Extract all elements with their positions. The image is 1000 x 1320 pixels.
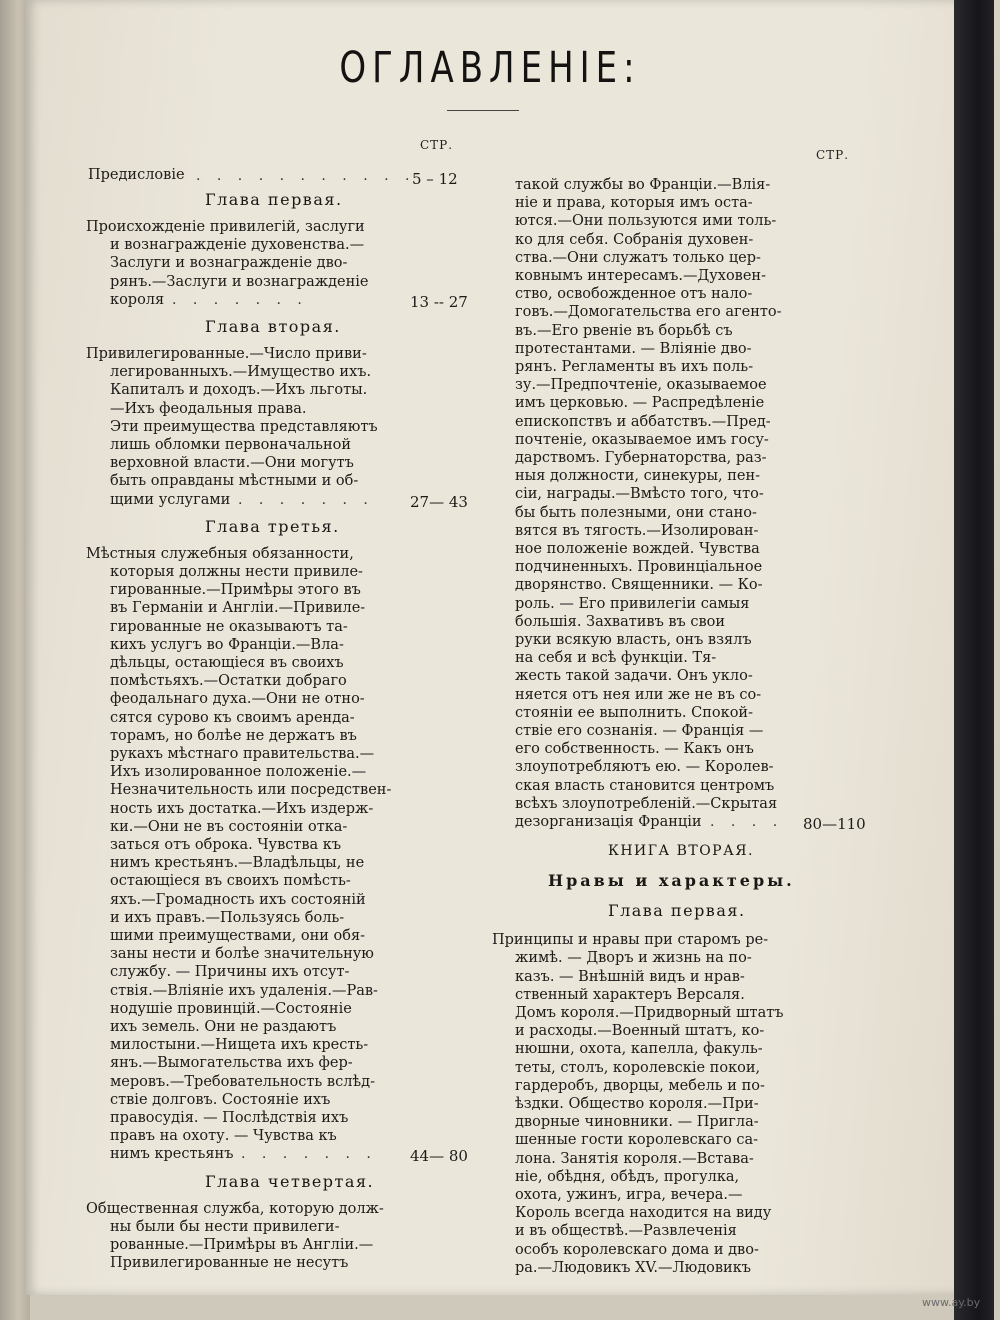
toc-line: ко для себя. Собранія духовен- [515, 231, 754, 248]
chapter-heading: Глава первая. [608, 901, 746, 921]
toc-line: Эти преимущества представляютъ [110, 418, 378, 435]
toc-line: бы быть полезными, они стано- [515, 504, 757, 521]
toc-line: особъ королевскаго дома и дво- [515, 1241, 759, 1258]
toc-line: торамъ, но болѣе не держатъ въ [110, 727, 357, 744]
toc-line: легированныхъ.—Имущество ихъ. [110, 364, 372, 381]
toc-line: ки.—Они не въ состояніи отка- [110, 818, 348, 835]
book-subtitle: Нравы и характеры. [548, 871, 795, 891]
toc-line: охота, ужинъ, игра, вечера.— [515, 1187, 743, 1203]
toc-line: щими услугами [110, 491, 231, 508]
toc-line: ное положеніе вождей. Чувства [515, 541, 760, 557]
toc-line: говъ.—Домогательства его агентo- [515, 304, 782, 321]
toc-line: нимъ крестьянъ [110, 1146, 234, 1163]
toc-line: дворянство. Священники. — Ко- [515, 577, 763, 594]
book-spine [954, 0, 994, 1320]
toc-line: Незначительность или посредствен- [110, 782, 392, 799]
toc-line: ство, освобожденное отъ нало- [515, 286, 753, 303]
toc-line: стояніи ее выполнить. Спокой- [515, 704, 753, 721]
toc-line: ніе и права, которыя имъ оста- [515, 195, 753, 212]
toc-line: милостыни.—Нищета ихъ кресть- [110, 1037, 369, 1054]
toc-line: гардеробъ, дворцы, мебель и по- [515, 1077, 765, 1094]
toc-line: жесть такой задачи. Онъ укло- [515, 668, 753, 685]
toc-line: подчиненныхъ. Провинціальное [515, 559, 763, 576]
toc-line: его собственность. — Какъ онъ [515, 741, 754, 758]
toc-line: кихъ услугъ во Франціи.—Вла- [110, 636, 344, 653]
toc-line: верховной власти.—Они могутъ [110, 455, 354, 472]
toc-line: руки всякую власть, онъ взялъ [515, 632, 752, 648]
toc-line: няется отъ нея или же не въ со- [515, 686, 762, 703]
toc-line: и вознагражденіе духовенства.— [110, 237, 365, 254]
toc-line: ствіе его сознанія. — Франція — [515, 723, 764, 739]
toc-line: яхъ.—Громадность ихъ состояній [110, 891, 366, 908]
chapter-heading: Глава первая. [205, 190, 343, 209]
toc-line: рянъ. Регламенты въ ихъ поль- [515, 359, 754, 375]
toc-line: службу. — Причины ихъ отсут- [110, 964, 350, 981]
toc-line: въ.—Его рвеніе въ борьбѣ съ [515, 322, 733, 339]
toc-line: феодальнаго духа.—Они не отно- [110, 691, 365, 708]
toc-line: вятся въ тягость.—Изолирован- [515, 522, 759, 539]
toc-entry-preface: Предисловіе [88, 167, 185, 183]
toc-line: нюшни, охота, капелла, факуль- [515, 1041, 763, 1058]
dot-leader: . . . . . . . [241, 1146, 377, 1163]
dot-leader: . . . . . . . . . . . [196, 168, 416, 184]
toc-line: такой службы во Франціи.—Влія- [515, 177, 771, 193]
toc-line: ѣздки. Общество короля.—При- [515, 1096, 759, 1112]
toc-line: жимѣ. — Дворъ и жизнь на по- [515, 950, 752, 967]
toc-line: остающіеся въ своихъ помѣсть- [110, 873, 351, 890]
toc-line: Происхожденіе привилегій, заслуги [86, 219, 365, 235]
toc-line: и ихъ правъ.—Пользуясь боль- [110, 909, 345, 926]
toc-line: гированные.—Примѣры этого въ [110, 582, 361, 599]
toc-line: нимъ крестьянъ.—Владѣльцы, не [110, 855, 365, 872]
toc-line: Капиталъ и доходъ.—Ихъ льготы. [110, 382, 368, 399]
page-range: 5 – 12 [412, 170, 458, 188]
toc-line: Общественная служба, которую долж- [86, 1200, 384, 1217]
toc-line: дворные чиновники. — Пригла- [515, 1114, 759, 1131]
toc-line: и расходы.—Военный штатъ, ко- [515, 1023, 765, 1040]
toc-line: которыя должны нести привиле- [110, 564, 363, 580]
toc-line: всѣхъ злоупотребленій.—Скрытая [515, 795, 778, 812]
toc-line: большія. Захвативъ въ свои [515, 613, 726, 630]
toc-line: гированные не оказываютъ та- [110, 618, 348, 635]
dot-leader: . . . . . . . [238, 491, 374, 508]
toc-line: казъ. — Внѣшній видъ и нрав- [515, 968, 745, 985]
toc-line: ныя должности, синекуры, пен- [515, 468, 761, 485]
toc-line: злоупотребляютъ ею. — Королев- [515, 759, 774, 776]
toc-line: ственный характеръ Версаля. [515, 986, 745, 1003]
chapter-heading: Глава третья. [205, 516, 340, 536]
toc-line: епископствъ и аббатствъ.—Пред- [515, 413, 771, 430]
toc-line: Ихъ изолированное положеніе.— [110, 764, 367, 781]
dot-leader: . . . . [710, 814, 784, 830]
toc-line: почтеніе, оказываемое имъ госу- [515, 431, 769, 448]
page-range: 80—110 [803, 815, 866, 833]
toc-line: дарствомъ. Губернаторства, раз- [515, 450, 767, 466]
toc-line: Заслуги и вознагражденіе дво- [110, 255, 348, 272]
page-range: 44— 80 [410, 1147, 468, 1166]
toc-line: ность ихъ достатка.—Ихъ издерж- [110, 800, 374, 817]
toc-line: быть оправданы мѣстными и об- [110, 473, 359, 490]
toc-line: янъ.—Вымогательства ихъ фер- [110, 1055, 353, 1072]
toc-line: ская власть становится центромъ [515, 777, 775, 794]
toc-line: ны были бы нести привилеги- [110, 1218, 340, 1235]
toc-line: нодушіе провинцій.—Состояніе [110, 1000, 352, 1017]
toc-line: ства.—Они служатъ только цер- [515, 249, 761, 266]
page-title: ОГЛАВЛЕНІЕ: [339, 43, 641, 93]
toc-line: правъ на охоту. — Чувства къ [110, 1128, 337, 1145]
toc-line: Привилегированные не несутъ [110, 1255, 349, 1272]
toc-line: ковнымъ интересамъ.—Духовен- [515, 268, 766, 284]
toc-line: теты, столъ, королевскіе покои, [515, 1059, 761, 1076]
page-column-header-left: СТР. [420, 138, 454, 152]
toc-line: —Ихъ феодальныя права. [110, 400, 307, 417]
page-column-header-right: СТР. [816, 148, 850, 162]
dot-leader: . . . . . . . [172, 291, 308, 308]
toc-line: имъ церковью. — Распредѣленіе [515, 395, 765, 412]
toc-line: лишь обломки первоначальной [110, 437, 351, 453]
toc-line: Король всегда находится на виду [515, 1205, 772, 1222]
toc-line: заться отъ оброка. Чувства къ [110, 837, 342, 853]
toc-line: шенные гости королевскаго са- [515, 1132, 759, 1149]
toc-line: рукахъ мѣстнаго правительства.— [110, 746, 375, 762]
toc-line: въ Германіи и Англіи.—Привиле- [110, 600, 366, 617]
toc-line: протестантами. — Вліяніе дво- [515, 340, 752, 357]
toc-line: дезорганизація Франціи [515, 814, 702, 830]
toc-line: зу.—Предпочтеніе, оказываемое [515, 377, 767, 394]
toc-line: ніе, обѣдня, обѣдъ, прогулка, [515, 1168, 740, 1185]
page-range: 27— 43 [410, 492, 468, 511]
toc-line: шими преимуществами, они обя- [110, 928, 366, 944]
toc-line: сіи, награды.—Вмѣсто того, что- [515, 486, 764, 503]
toc-line: рованные.—Примѣры въ Англіи.— [110, 1237, 374, 1253]
toc-line: правосудія. — Послѣдствія ихъ [110, 1110, 349, 1126]
toc-line: меровъ.—Требовательность вслѣд- [110, 1073, 375, 1090]
toc-line: ствіе долговъ. Состояніе ихъ [110, 1091, 331, 1108]
toc-line: помѣстьяхъ.—Остатки добраго [110, 673, 347, 690]
toc-line: Привилегированные.—Число приви- [86, 346, 367, 362]
toc-line: ются.—Они пользуются ими толь- [515, 213, 777, 230]
book-title: КНИГА ВТОРАЯ. [608, 843, 754, 860]
toc-line: дѣльцы, остающіеся въ своихъ [110, 655, 344, 671]
toc-line: ствія.—Вліяніе ихъ удаленія.—Рав- [110, 982, 378, 999]
toc-line: роль. — Его привилегіи самыя [515, 595, 750, 612]
title-rule-divider [447, 110, 519, 111]
toc-line: Принципы и нравы при старомъ ре- [492, 932, 769, 949]
toc-line: Мѣстныя служебныя обязанности, [86, 545, 354, 562]
watermark-text: www.ay.by [922, 1296, 981, 1309]
toc-line: короля [110, 291, 165, 308]
toc-line: сятся сурово къ своимъ арендa- [110, 709, 355, 726]
toc-line: ра.—Людовикъ XV.—Людовикъ [515, 1259, 752, 1276]
page-range: 13 -- 27 [410, 292, 468, 311]
toc-line: заны нести и болѣе значительную [110, 946, 374, 963]
chapter-heading: Глава четвертая. [205, 1171, 375, 1191]
toc-line: на себя и всѣ функціи. Тя- [515, 650, 717, 667]
chapter-heading: Глава вторая. [205, 317, 341, 336]
toc-line: рянъ.—Заслуги и вознагражденіе [110, 273, 369, 290]
toc-line: Домъ короля.—Придворный штатъ [515, 1005, 784, 1021]
toc-line: и въ обществѣ.—Развлеченія [515, 1223, 737, 1240]
toc-line: лона. Занятія короля.—Вставa- [515, 1150, 754, 1167]
toc-line: ихъ земель. Они не раздаютъ [110, 1019, 337, 1035]
